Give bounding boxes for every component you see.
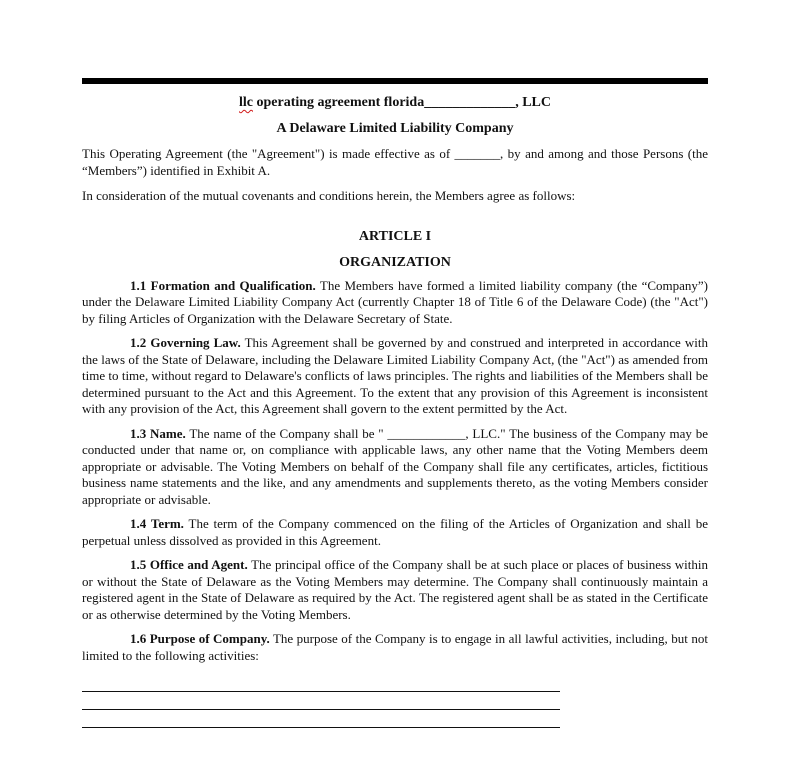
section-body: The principal office of the Company shall be at such place or places of business within or without the State of Delaware as the Voting Members may determine. The Company shall continuously maintain a registered agent in the State of Delaware as required by the Act. The registered agent shall be as stated in the Certificate or as otherwise determined by the Voting Members. [82,557,708,622]
blank-line[interactable] [82,692,560,710]
section-paragraph [82,557,708,623]
section-body: The purpose of the Company is to engage in all lawful activities, including, but not limited to the following activities: [82,631,708,663]
section-body: This Agreement shall be governed by and construed and interpreted in accordance with the laws of the State of Delaware, including the Delaware Limited Liability Company Act, (the "Act") as amended from time to time, without regard to Delaware's conflicts of laws principles. The rights and liabilities of the Members shall be determined pursuant to the Act and this Agreement. To the extent that any provision of this Agreement is inconsistent with any provision of the Act, this Agreement shall govern to the extent permitted by the Act. [82,335,708,416]
section-body: The Members have formed a limited liability company (the “Company”) under the Delaware Limited Liability Company Act (currently Chapter 18 of Title 6 of the Delaware Code) (the "Act") by filing Articles of Organization with the Delaware Secretary of State. [82,277,708,326]
section-title: 1.6 Purpose of Company. [130,631,270,646]
intro-paragraph: This Operating Agreement (the "Agreement") is made effective as of _______, by and among and those Persons (the “Members”) identified in Exhibit A. [82,146,708,178]
spellcheck-word[interactable]: llc [239,95,253,110]
consideration-paragraph: In consideration of the mutual covenants and conditions herein, the Members agree as follows: [82,188,576,203]
section-body: The term of the Company commenced on the filing of the Articles of Organization and shall be perpetual unless dissolved as provided in this Agreement. [82,516,708,548]
section-title: 1.5 Office and Agent. [130,557,248,572]
blank-line[interactable] [82,710,560,728]
section-title: 1.2 Governing Law. [130,335,241,350]
section-title: 1.4 Term. [130,516,184,531]
article-title: ORGANIZATION [339,254,451,270]
document-page [82,78,708,728]
section-paragraph [82,278,708,328]
activity-blank-lines [82,674,560,728]
document-title-text: operating agreement florida_____________, LLC [253,95,551,110]
document-title [82,94,708,112]
section-body: The name of the Company shall be " ____________, LLC." The business of the Company may be conducted under that name or, on compliance with applicable laws, any other name that the Voting Members deem appropriate or advisable. The Voting Members on behalf of the Company shall file any certificates, articles, fictitious business name statements and the like, and any amendments and supplements thereto, as the voting Members consider appropriate or advisable. [82,425,708,507]
section-title: 1.1 Formation and Qualification. [130,277,316,293]
section-paragraph [82,426,708,509]
document-subtitle: A Delaware Limited Liability Company [276,121,514,136]
section-title: 1.3 Name. [130,425,186,441]
header-rule [82,78,708,84]
section-paragraph [82,516,708,549]
section-paragraph [82,631,708,664]
article-number: ARTICLE I [358,228,432,244]
blank-line[interactable] [82,674,560,692]
section-paragraph [82,335,708,418]
